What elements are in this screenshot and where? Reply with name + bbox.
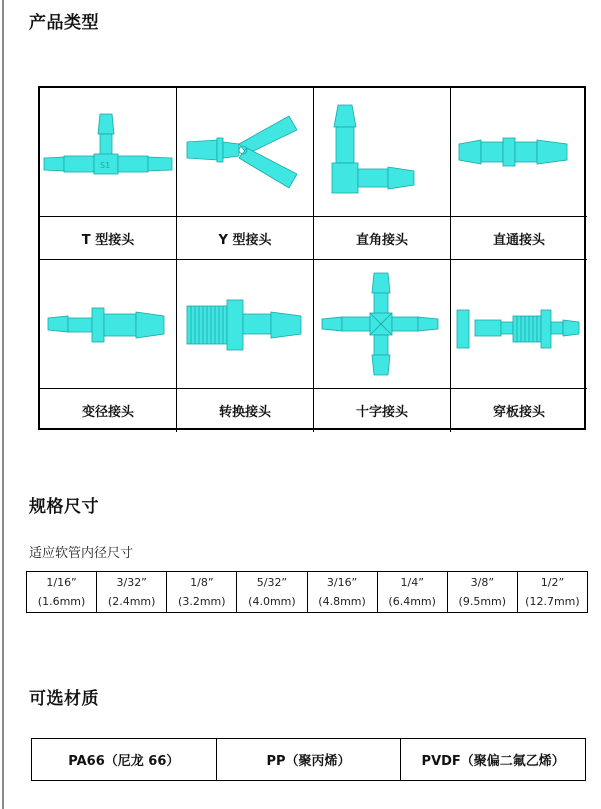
size-inch: 1/4” [400, 576, 424, 589]
size-mm: (12.7mm) [525, 595, 580, 608]
size-cell [237, 572, 307, 612]
product-image-threaded [177, 260, 314, 389]
size-inch: 5/32” [256, 576, 288, 589]
size-cell [308, 572, 378, 612]
product-label-straight: 直通接头 [451, 217, 587, 260]
product-image-reducer [40, 260, 177, 389]
section-title-materials: 可选材质 [29, 689, 99, 709]
reducer-connector-icon [40, 274, 176, 374]
straight-connector-icon [451, 102, 587, 202]
section-title-product-types: 产品类型 [29, 13, 99, 33]
size-cell [167, 572, 237, 612]
materials-table [31, 738, 586, 781]
product-label-y: Y 型接头 [177, 217, 314, 260]
product-image-t [40, 88, 177, 217]
size-inch: 1/8” [190, 576, 214, 589]
material-pvdf: PVDF（聚偏二氟乙烯） [421, 754, 565, 769]
product-image-cross [314, 260, 451, 389]
left-margin-rule [2, 0, 4, 809]
product-image-y [177, 88, 314, 217]
t-connector-icon [40, 102, 176, 202]
product-image-straight [451, 88, 587, 217]
bulkhead-connector-icon [451, 274, 587, 374]
size-cell [97, 572, 167, 612]
size-mm: (9.5mm) [458, 595, 507, 608]
product-image-elbow [314, 88, 451, 217]
size-mm: (4.0mm) [248, 595, 296, 608]
size-cell [518, 572, 587, 612]
size-mm: (6.4mm) [388, 595, 436, 608]
threaded-adapter-icon [177, 274, 313, 374]
product-image-bulkhead [451, 260, 587, 389]
size-inch: 1/2” [540, 576, 565, 589]
size-cell [448, 572, 518, 612]
product-label-t: T 型接头 [40, 217, 177, 260]
y-connector-icon [177, 102, 313, 202]
size-cell [27, 572, 97, 612]
material-pa66: PA66（尼龙 66） [32, 739, 217, 780]
material-pp: PP（聚丙烯） [217, 739, 402, 780]
cross-connector-icon [314, 269, 450, 379]
product-label-cross: 十字接头 [314, 389, 451, 432]
specs-subtitle: 适应软管内径尺寸 [29, 546, 134, 561]
size-mm: (3.2mm) [178, 595, 226, 608]
size-mm: (2.4mm) [107, 595, 156, 608]
product-label-bulkhead: 穿板接头 [492, 405, 545, 420]
product-label-elbow: 直角接头 [314, 217, 451, 260]
product-label-reducer: 变径接头 [40, 389, 177, 432]
size-mm: (4.8mm) [318, 595, 366, 608]
size-inch: 3/16” [326, 576, 358, 589]
product-label-threaded: 转换接头 [177, 389, 314, 432]
size-inch: 1/16” [46, 576, 77, 589]
section-title-specs: 规格尺寸 [29, 497, 99, 517]
size-inch: 3/32” [116, 576, 147, 589]
product-type-grid [38, 86, 586, 430]
size-inch: 3/8” [470, 576, 495, 589]
size-table [26, 571, 588, 613]
size-cell [378, 572, 448, 612]
elbow-connector-icon [314, 97, 450, 207]
svg-text:S1: S1 [100, 161, 111, 170]
size-mm: (1.6mm) [37, 595, 86, 608]
